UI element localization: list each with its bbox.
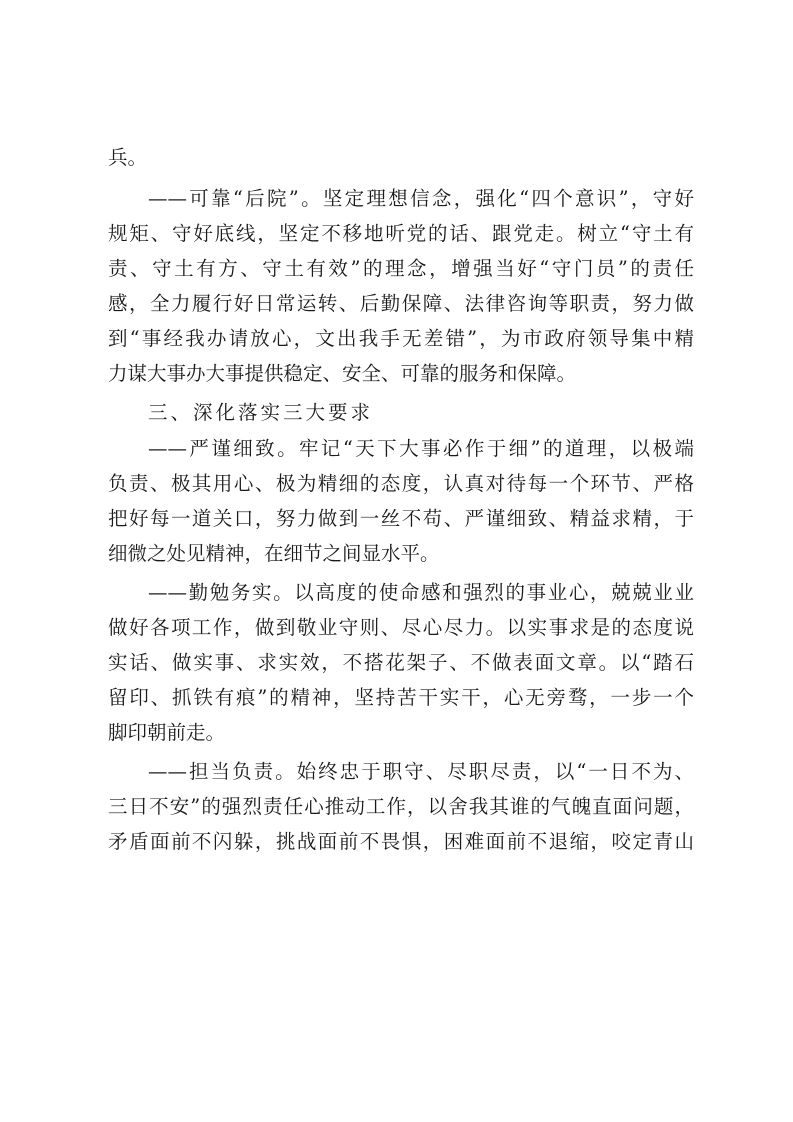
text-line: 到“事经我办请放心，文出我手无差错”，为市政府领导集中精 — [108, 327, 694, 350]
text-line: 规矩、守好底线，坚定不移地听党的话、跟党走。树立“守土有 — [108, 222, 694, 245]
text-line: 感，全力履行好日常运转、后勤保障、法律咨询等职责，努力做 — [108, 292, 694, 315]
paragraph-responsible: ——担当负责。始终忠于职守、尽职尽责，以“一日不为、 — [148, 760, 694, 783]
text-line: 脚印朝前走。 — [108, 721, 226, 744]
text-line: 矛盾面前不闪躲，挑战面前不畏惧，困难面前不退缩，咬定青山 — [108, 830, 694, 853]
text-line: 留印、抓铁有痕”的精神，坚持苦干实干，心无旁骛，一步一个 — [108, 686, 694, 709]
text-line: 三日不安”的强烈责任心推动工作，以舍我其谁的气魄直面问题， — [108, 795, 694, 818]
text-line: 兵。 — [108, 146, 148, 169]
text-line: 力谋大事办大事提供稳定、安全、可靠的服务和保障。 — [108, 362, 577, 385]
paragraph-rigorous: ——严谨细致。牢记“天下大事必作于细”的道理，以极端 — [148, 437, 694, 460]
text-line: 做好各项工作，做到敬业守则、尽心尽力。以实事求是的态度说 — [108, 616, 694, 639]
text-line: 把好每一道关口，努力做到一丝不苟、严谨细致、精益求精，于 — [108, 507, 694, 530]
text-line: 实话、做实事、求实效，不搭花架子、不做表面文章。以“踏石 — [108, 651, 694, 674]
paragraph-reliable-backyard: ——可靠“后院”。坚定理想信念，强化“四个意识”，守好 — [148, 187, 694, 210]
text-line: 细微之处见精神，在细节之间显水平。 — [108, 542, 440, 565]
text-line: 责、守土有方、守土有效”的理念，增强当好“守门员”的责任 — [108, 257, 694, 280]
section-heading-three: 三、深化落实三大要求 — [148, 401, 374, 424]
paragraph-diligent: ——勤勉务实。以高度的使命感和强烈的事业心，兢兢业业 — [148, 581, 694, 604]
text-line: 负责、极其用心、极为精细的态度，认真对待每一个环节、严格 — [108, 472, 694, 495]
